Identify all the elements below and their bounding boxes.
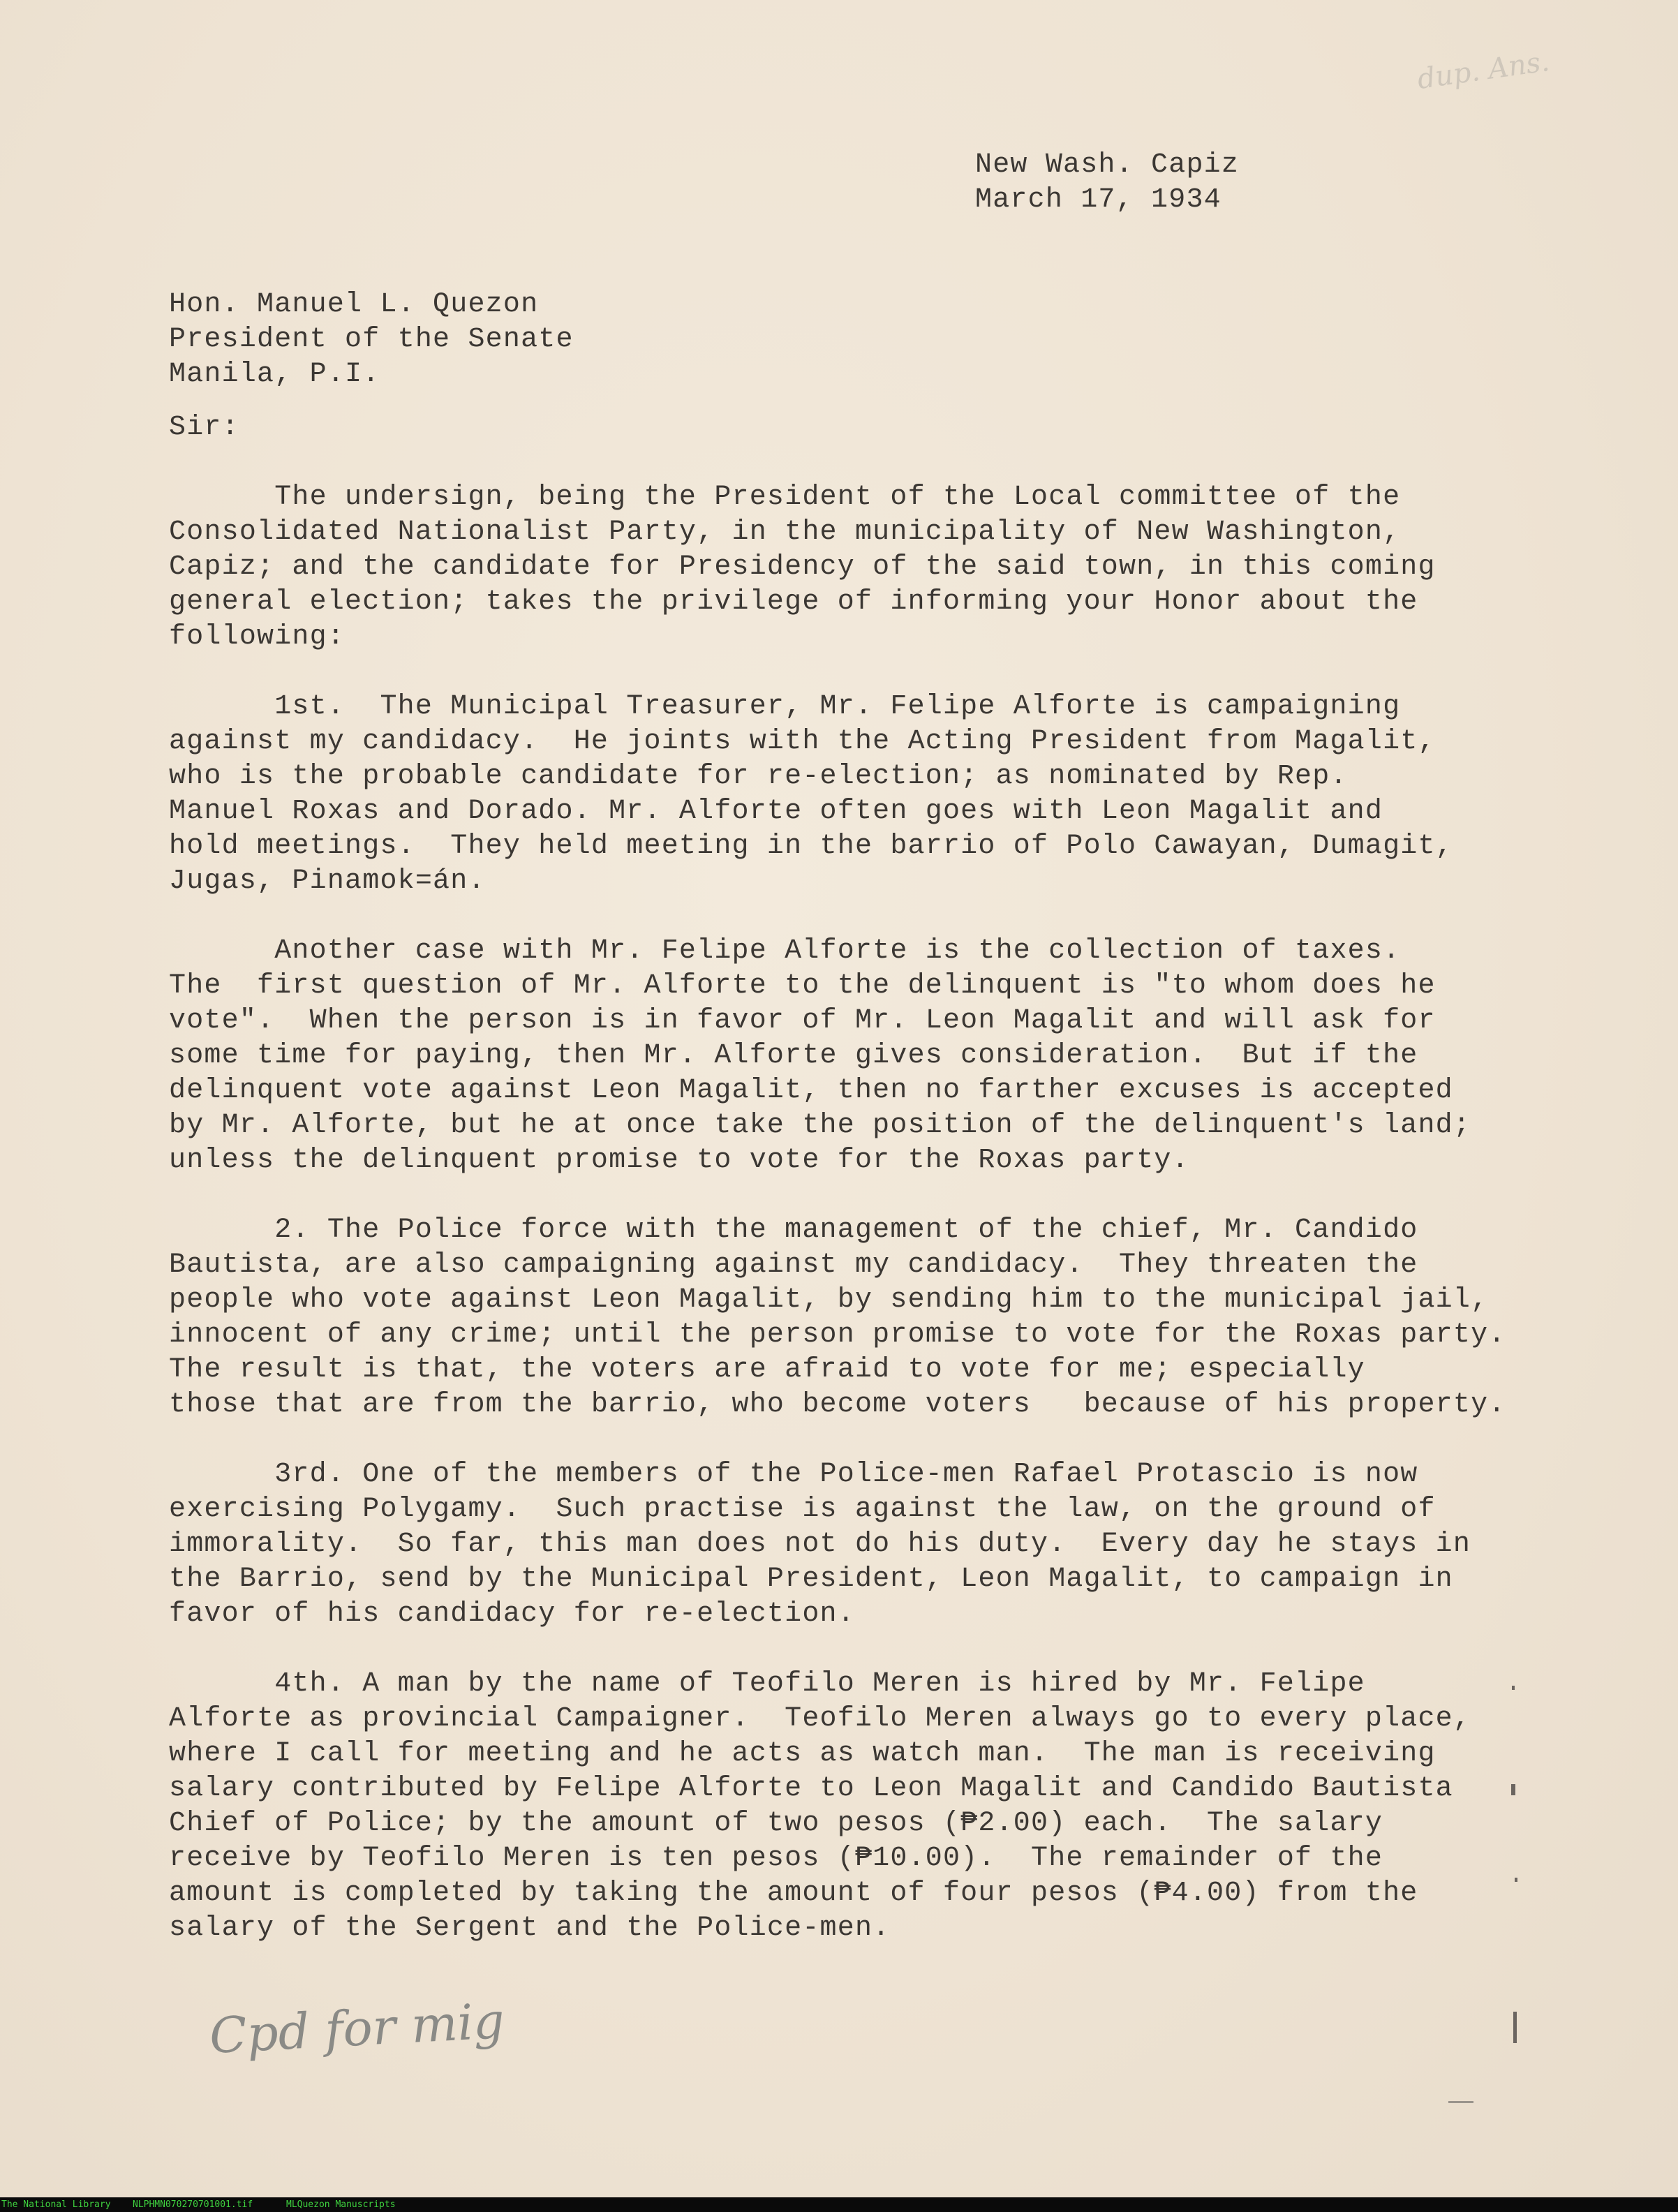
place-line: New Wash. Capiz xyxy=(975,149,1240,181)
text-line: delinquent vote against Leon Magalit, then no farther excuses is accepted xyxy=(169,1075,1453,1106)
text-line: Capiz; and the candidate for Presidency of the said town, in this coming xyxy=(169,551,1436,583)
corner-pencil-note: dup. Ans. xyxy=(1415,45,1552,96)
date-line: March 17, 1934 xyxy=(975,184,1222,216)
margin-mark xyxy=(1511,1784,1515,1795)
recipient-city: Manila, P.I. xyxy=(169,359,380,390)
text-line: favor of his candidacy for re-election. xyxy=(169,1598,855,1630)
margin-mark xyxy=(1513,2012,1517,2043)
text-line: innocent of any crime; until the person promise to vote for the Roxas party. xyxy=(169,1319,1506,1351)
text-line: amount is completed by taking the amount of four pesos (₱4.00) from the xyxy=(169,1878,1418,1909)
text-line: some time for paying, then Mr. Alforte gives consideration. But if the xyxy=(169,1040,1418,1071)
text-line: 3rd. One of the members of the Police-men Rafael Protascio is now xyxy=(169,1459,1418,1490)
text-line: Manuel Roxas and Dorado. Mr. Alforte often goes with Leon Magalit and xyxy=(169,796,1383,827)
text-line: by Mr. Alforte, but he at once take the position of the delinquent's land; xyxy=(169,1110,1471,1141)
footer-library: The National Library xyxy=(1,2199,111,2210)
recipient-name: Hon. Manuel L. Quezon xyxy=(169,289,539,320)
margin-mark xyxy=(1515,1878,1517,1882)
text-line: where I call for meeting and he acts as watch man. The man is receiving xyxy=(169,1738,1436,1769)
margin-mark xyxy=(1512,1686,1515,1690)
text-line: Another case with Mr. Felipe Alforte is the collection of taxes. xyxy=(169,935,1401,967)
text-line: unless the delinquent promise to vote for the Roxas party. xyxy=(169,1145,1189,1176)
text-line: who is the probable candidate for re-election; as nominated by Rep. xyxy=(169,761,1348,792)
text-line: 4th. A man by the name of Teofilo Meren is hired by Mr. Felipe xyxy=(169,1668,1365,1700)
scan-footer xyxy=(0,2197,1678,2212)
text-line: 2. The Police force with the management of the chief, Mr. Candido xyxy=(169,1215,1418,1246)
recipient-title: President of the Senate xyxy=(169,324,574,355)
margin-mark xyxy=(1448,2101,1473,2103)
text-line: Consolidated Nationalist Party, in the municipality of New Washington, xyxy=(169,517,1401,548)
text-line: Chief of Police; by the amount of two pesos (₱2.00) each. The salary xyxy=(169,1808,1383,1839)
text-line: following: xyxy=(169,621,346,653)
text-line: salary of the Sergent and the Police-men. xyxy=(169,1913,891,1944)
text-line: against my candidacy. He joints with the Acting President from Magalit, xyxy=(169,726,1436,757)
text-line: hold meetings. They held meeting in the barrio of Polo Cawayan, Dumagit, xyxy=(169,831,1453,862)
text-line: those that are from the barrio, who become voters because of his property. xyxy=(169,1389,1506,1420)
text-line: immorality. So far, this man does not do his duty. Every day he stays in xyxy=(169,1529,1471,1560)
salutation: Sir: xyxy=(169,412,239,443)
text-line: 1st. The Municipal Treasurer, Mr. Felipe Alforte is campaigning xyxy=(169,691,1401,722)
text-line: general election; takes the privilege of informing your Honor about the xyxy=(169,586,1418,618)
text-line: people who vote against Leon Magalit, by sending him to the municipal jail, xyxy=(169,1284,1489,1316)
text-line: Alforte as provincial Campaigner. Teofilo Meren always go to every place, xyxy=(169,1703,1471,1735)
text-line: The undersign, being the President of the Local committee of the xyxy=(169,482,1401,513)
text-line: the Barrio, send by the Municipal President, Leon Magalit, to campaign in xyxy=(169,1564,1453,1595)
text-line: salary contributed by Felipe Alforte to Leon Magalit and Candido Bautista xyxy=(169,1773,1453,1804)
handwritten-annotation: Cpd for mig xyxy=(208,1991,506,2065)
text-line: receive by Teofilo Meren is ten pesos (₱10.00). The remainder of the xyxy=(169,1843,1383,1874)
text-line: exercising Polygamy. Such practise is against the law, on the ground of xyxy=(169,1494,1436,1525)
text-line: vote". When the person is in favor of Mr. Leon Magalit and will ask for xyxy=(169,1005,1436,1037)
text-line: Bautista, are also campaigning against my candidacy. They threaten the xyxy=(169,1249,1418,1281)
text-line: The result is that, the voters are afraid to vote for me; especially xyxy=(169,1354,1365,1386)
footer-collection: MLQuezon Manuscripts xyxy=(286,2199,396,2210)
footer-file: NLPHMN070270701001.tif xyxy=(133,2199,253,2210)
text-line: The first question of Mr. Alforte to the delinquent is "to whom does he xyxy=(169,970,1436,1002)
text-line: Jugas, Pinamok=án. xyxy=(169,866,486,897)
